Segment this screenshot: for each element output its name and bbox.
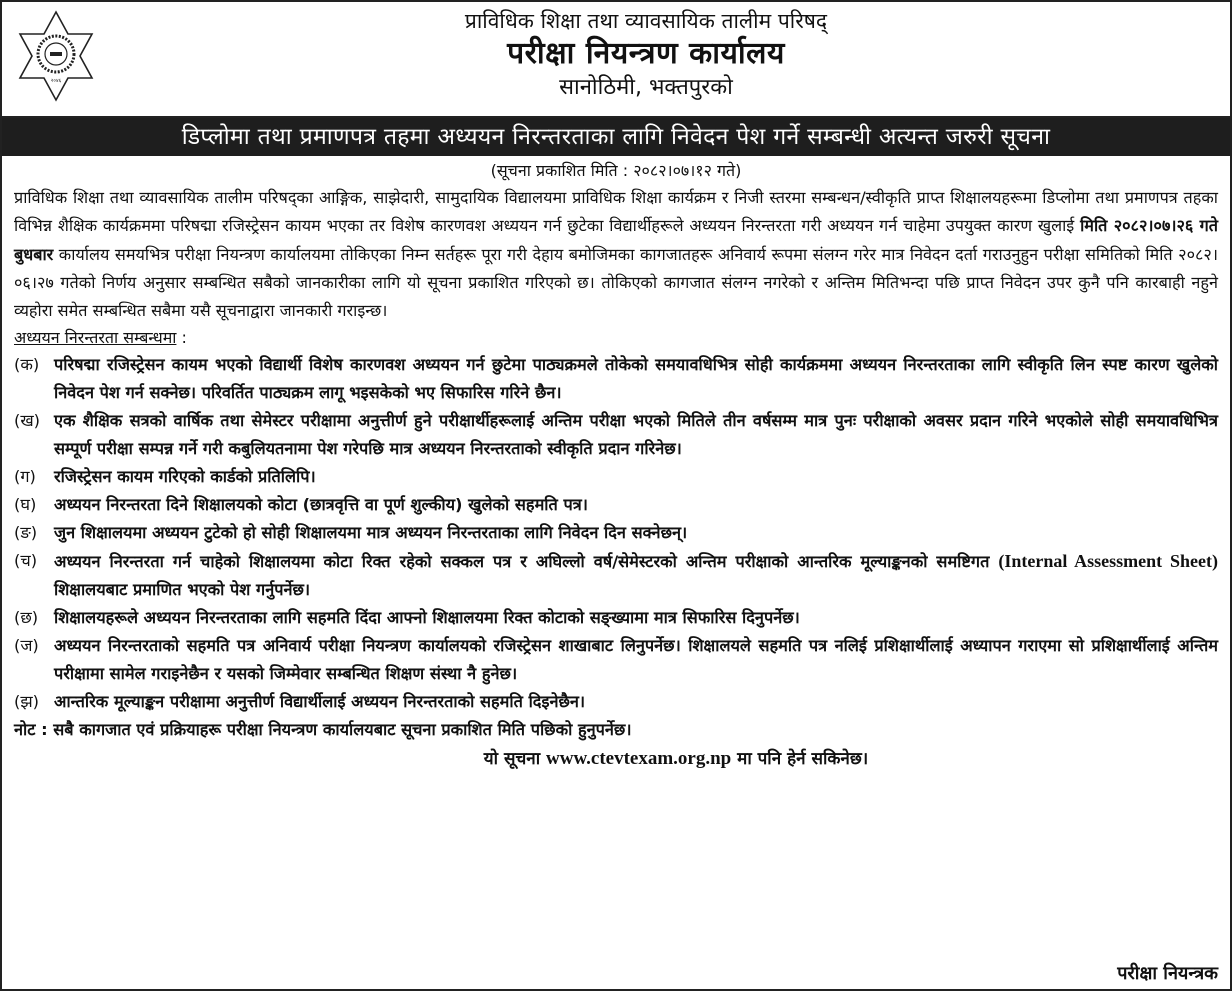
- intro-paragraph: [14, 184, 1218, 325]
- council-name: प्राविधिक शिक्षा तथा व्यावसायिक तालीम परिषद्: [464, 9, 828, 33]
- signature-title: परीक्षा नियन्त्रक: [1117, 963, 1218, 984]
- office-name: परीक्षा नियन्त्रण कार्यालय: [507, 36, 785, 71]
- svg-text:२०४६: २०४६: [50, 78, 62, 84]
- item-marker: (ख): [14, 411, 41, 431]
- item-text: परिषद्मा रजिस्ट्रेसन कायम भएको विद्यार्थी विशेष कारणवश अध्ययन गर्न छुटेमा पाठ्यक्रमले तोकेको समयावधिभित्र सोही कार्यक्रममा अध्ययन निरन्तरताका लागि स्वीकृति लिन स्पष्ट कारण खुलेको निवेदन पेश गर्न सक्नेछ। परिवर्तित पाठ्यक्रम लागू भइसकेको भए सिफारिस गरिने छैन।: [54, 355, 1218, 403]
- internal-assessment-sheet-label: (Internal Assessment Sheet): [998, 551, 1218, 572]
- note-text: नोट : सबै कागजात एवं प्रक्रियाहरू परीक्षा नियन्त्रण कार्यालयबाट सूचना प्रकाशित मिति पछिको हुनुपर्नेछ।: [14, 720, 632, 740]
- list-item: [14, 632, 1218, 688]
- item-marker: (घ): [14, 495, 37, 515]
- item-marker: (छ): [14, 608, 39, 628]
- published-date: (सूचना प्रकाशित मिति : २०८२।०७।१२ गते): [490, 161, 742, 180]
- list-item: [14, 547, 1218, 604]
- item-text: आन्तरिक मूल्याङ्कन परीक्षामा अनुत्तीर्ण विद्यार्थीलाई अध्ययन निरन्तरताको सहमति दिइनेछैन।: [54, 692, 586, 712]
- item-text: [54, 547, 1218, 604]
- item-text: जुन शिक्षालयमा अध्ययन टुटेको हो सोही शिक्षालयमा मात्र अध्ययन निरन्तरताका लागि निवेदन दिन सक्नेछन्।: [54, 523, 688, 543]
- section-colon: :: [176, 328, 187, 348]
- website-link[interactable]: www.ctevtexam.org.np: [546, 748, 732, 770]
- list-item: [14, 463, 1218, 491]
- list-item: [14, 351, 1218, 407]
- item-text: एक शैक्षिक सत्रको वार्षिक तथा सेमेस्टर परीक्षामा अनुत्तीर्ण हुने परीक्षार्थीहरूलाई अन्तिम परीक्षा भएको मितिले तीन वर्षसम्म मात्र पुनः परीक्षाको अवसर प्रदान गरिने भएकोले सोही समयावधिभित्र सम्पूर्ण परीक्षा सम्पन्न गर्ने गरी कबुलियतनामा पेश गरेपछि मात्र अध्ययन निरन्तरताको स्वीकृति प्रदान गरिनेछ।: [54, 411, 1218, 459]
- item-text: अध्ययन निरन्तरता दिने शिक्षालयको कोटा (छात्रवृत्ति वा पूर्ण शुल्कीय) खुलेको सहमति पत्र।: [54, 495, 588, 515]
- list-item: [14, 407, 1218, 463]
- item-text: शिक्षालयहरूले अध्ययन निरन्तरताका लागि सहमति दिंदा आफ्नो शिक्षालयमा रिक्त कोटाको सङ्ख्यामा मात्र सिफारिस दिनुपर्नेछ।: [54, 608, 800, 628]
- website-suffix: मा पनि हेर्न सकिनेछ।: [731, 749, 869, 770]
- notice-body: [2, 184, 1230, 774]
- item-marker: (क): [14, 355, 40, 375]
- notice-header: [2, 2, 1230, 118]
- list-item: [14, 688, 1218, 716]
- list-item: [14, 519, 1218, 547]
- list-item: [14, 491, 1218, 519]
- list-item: [14, 604, 1218, 632]
- item-marker: (ङ): [14, 523, 38, 543]
- section-title-text: अध्ययन निरन्तरता सम्बन्धमा: [14, 328, 177, 348]
- deadline-date: मिति २०८२।०७।२६ गते बुधबार: [14, 216, 1219, 264]
- website-line: [14, 744, 1218, 774]
- item-marker: (ज): [14, 636, 39, 656]
- website-prefix: यो सूचना: [483, 749, 547, 770]
- item-text: रजिस्ट्रेसन कायम गरिएको कार्डको प्रतिलिपि।: [54, 467, 316, 487]
- item-marker: (झ): [14, 692, 40, 712]
- item-text: अध्ययन निरन्तरताको सहमति पत्र अनिवार्य परीक्षा नियन्त्रण कार्यालयको रजिस्ट्रेसन शाखाबाट लिनुपर्नेछ। शिक्षालयले सहमति पत्र नलिई प्रशिक्षार्थीलाई अध्यापन गराएमा सो प्रशिक्षार्थीलाई अन्तिम परीक्षामा सामेल गराइनेछैन र यसको जिम्मेवार सम्बन्धित शिक्षण संस्था नै हुनेछ।: [54, 636, 1218, 684]
- office-location: सानोठिमी, भक्तपुरको: [559, 75, 733, 100]
- item-marker: (च): [14, 551, 38, 571]
- section-heading: [14, 325, 1218, 351]
- intro-text-part1: प्राविधिक शिक्षा तथा व्यावसायिक तालीम परिषद्का आङ्गिक, साझेदारी, सामुदायिक विद्यालयमा प्राविधिक शिक्षा कार्यक्रम र निजी स्तरमा सम्बन्धन/स्वीकृति प्राप्त शिक्षालयहरूमा डिप्लोमा तथा प्रमाणपत्र तहका विभिन्न शैक्षिक कार्यक्रममा परिषद्मा रजिस्ट्रेसन कायम भएका तर विशेष कारणवश अध्ययन गर्न छुटेका विद्यार्थीहरूले अध्ययन निरन्तरता गरी अध्ययन गर्न चाहेमा उपयुक्त कारण खुलाई: [14, 188, 1218, 236]
- item-marker: (ग): [14, 467, 36, 487]
- item-text-part2: शिक्षालयबाट प्रमाणित भएको पेश गर्नुपर्नेछ।: [54, 580, 311, 600]
- item-text-part1: अध्ययन निरन्तरता गर्न चाहेको शिक्षालयमा कोटा रिक्त रहेको सक्कल पत्र र अघिल्लो वर्ष/सेमेस्टरको अन्तिम परीक्षाको आन्तरिक मूल्याङ्कनको समष्टिगत: [54, 552, 999, 572]
- intro-text-part2: कार्यालय समयभित्र परीक्षा नियन्त्रण कार्यालयमा तोकिएका निम्न सर्तहरू पूरा गरी देहाय बमोजिमका कागजातहरू अनिवार्य रूपमा संलग्न गरेर मात्र निवेदन दर्ता गराउनुहुन परीक्षा समितिको मिति २०८२।०६।२७ गतेको निर्णय अनुसार सम्बन्धित सबैको जानकारीका लागि यो सूचना प्रकाशित गरिएको छ। तोकिएको कागजात संलग्न नगरेको र अन्तिम मितिभन्दा पछि प्राप्त निवेदन उपर कुनै पनि कारबाही नहुने व्यहोरा समेत सम्बन्धित सबैमा यसै सूचनाद्वारा जानकारी गराइन्छ।: [14, 244, 1218, 321]
- notice-title-banner: डिप्लोमा तथा प्रमाणपत्र तहमा अध्ययन निरन्तरताका लागि निवेदन पेश गर्ने सम्बन्धी अत्यन्त जरुरी सूचना: [2, 118, 1230, 156]
